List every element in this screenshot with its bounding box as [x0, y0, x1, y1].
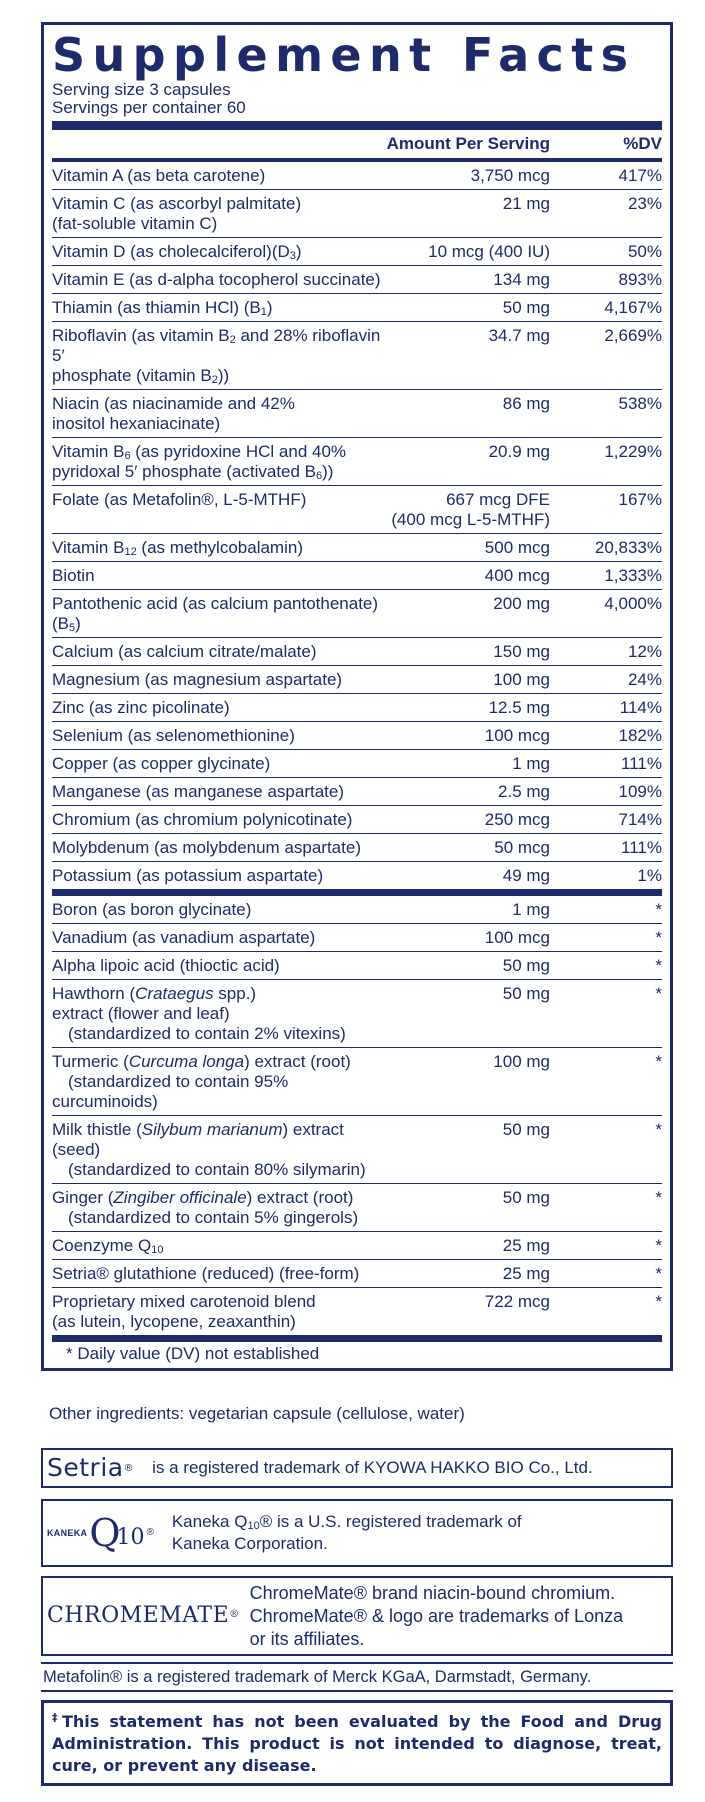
- nutrient-name: Folate (as Metafolin®, L-5-MTHF): [52, 490, 307, 509]
- nutrient-name: Potassium (as potassium aspartate): [52, 866, 324, 885]
- nutrient-name: Milk thistle (Silybum marianum) extract (seed) (standardized to contain 80% silymarin): [52, 1120, 366, 1179]
- dv-header: %DV: [623, 134, 662, 153]
- nutrient-name: Coenzyme $Q_{10}$: [52, 1236, 164, 1256]
- table-header: [52, 130, 662, 162]
- table-row: [52, 862, 662, 889]
- nutrient-name: Vitamin C (as ascorbyl palmitate) (fat-soluble vitamin C): [52, 194, 302, 233]
- nutrient-dv: 23%: [627, 194, 662, 213]
- table-row: [52, 438, 662, 486]
- nutrient-name: Chromium (as chromium polynicotinate): [52, 810, 353, 829]
- dv-footnote: * Daily value (DV) not established: [66, 1344, 320, 1363]
- nutrient-dv: *: [655, 956, 662, 975]
- nutrient-dv: 24%: [627, 670, 662, 689]
- nutrient-amount: 100 mg: [493, 1052, 550, 1071]
- nutrient-amount: 50 mg: [502, 956, 550, 975]
- nutrient-amount: 25 mg: [502, 1264, 550, 1283]
- nutrient-dv: *: [655, 1052, 662, 1071]
- nutrient-name: Vitamin $B_6$ (as pyridoxine HCl and 40% pyridoxal 5′ phosphate (activated $B_6$)): [52, 442, 347, 482]
- nutrient-name: Turmeric (Curcuma longa) extract (root) (standardized to contain 95% curcuminoids): [52, 1052, 351, 1111]
- nutrient-dv: 182%: [618, 726, 662, 745]
- nutrient-name: Proprietary mixed carotenoid blend (as lutein, lycopene, zeaxanthin): [52, 1292, 316, 1331]
- nutrient-dv: 4,167%: [604, 298, 662, 317]
- nutrient-name: Ginger (Zingiber officinale) extract (root) (standardized to contain 5% gingerols): [52, 1188, 359, 1227]
- table-row: [52, 1232, 662, 1260]
- nutrient-name: Magnesium (as magnesium aspartate): [52, 670, 343, 689]
- nutrient-amount: 86 mg: [502, 394, 550, 413]
- kaneka-trademark-text: Kaneka $Q_{10}®$ is a U.S. registered trademark of Kaneka Corporation.: [171, 1512, 522, 1553]
- table-row: [52, 750, 662, 778]
- nutrient-amount: 34.7 mg: [488, 326, 550, 345]
- nutrient-name: Niacin (as niacinamide and 42% inositol hexaniacinate): [52, 394, 295, 433]
- table-row: [52, 722, 662, 750]
- nutrient-name: Zinc (as zinc picolinate): [52, 698, 230, 717]
- table-row: [52, 1184, 662, 1232]
- table-row: [52, 266, 662, 294]
- nutrient-dv: 1%: [637, 866, 662, 885]
- panel-title: Supplement Facts: [52, 28, 636, 82]
- nutrient-amount: 3,750 mcg: [470, 166, 550, 185]
- table-row: [52, 562, 662, 590]
- table-row: [52, 190, 662, 238]
- thick-divider: [52, 1335, 662, 1342]
- nutrient-name: Calcium (as calcium citrate/malate): [52, 642, 317, 661]
- serving-size: Serving size 3 capsules: [52, 80, 231, 99]
- thick-divider: [52, 889, 662, 896]
- nutrient-amount: 500 mcg: [484, 538, 550, 557]
- table-row: [52, 590, 662, 638]
- nutrient-dv: 111%: [621, 838, 662, 857]
- nutrient-name: Vitamin $B_{12}$ (as methylcobalamin): [52, 538, 303, 558]
- nutrient-amount: 20.9 mg: [488, 442, 550, 461]
- table-row: [52, 834, 662, 862]
- nutrient-amount: 50 mg: [502, 1188, 550, 1207]
- nutrient-amount: 25 mg: [502, 1236, 550, 1255]
- metafolin-trademark: Metafolin® is a registered trademark of Merck KGaA, Darmstadt, Germany.: [43, 1667, 592, 1686]
- table-row: [52, 322, 662, 390]
- table-row: [52, 666, 662, 694]
- nutrient-name: Copper (as copper glycinate): [52, 754, 271, 773]
- table-row: [52, 638, 662, 666]
- nutrient-amount: 2.5 mg: [498, 782, 550, 801]
- nutrient-dv: *: [655, 928, 662, 947]
- table-row: [52, 952, 662, 980]
- nutrient-amount: 50 mg: [502, 298, 550, 317]
- table-row: [52, 1116, 662, 1184]
- table-row: [52, 486, 662, 534]
- nutrient-amount: 722 mcg: [484, 1292, 550, 1311]
- nutrient-amount: 50 mg: [502, 1120, 550, 1139]
- nutrient-amount: 10 mcg (400 IU): [428, 242, 550, 261]
- nutrient-name: Vitamin D (as $cholecalciferol)(D_3)$: [52, 242, 302, 262]
- nutrient-dv: *: [655, 1188, 662, 1207]
- nutrient-dv: *: [655, 1120, 662, 1139]
- nutrient-name: Vitamin A (as beta carotene): [52, 166, 266, 185]
- nutrient-amount: 400 mcg: [484, 566, 550, 585]
- nutrient-name: Manganese (as manganese aspartate): [52, 782, 345, 801]
- nutrient-amount: 100 mg: [493, 670, 550, 689]
- nutrient-amount: 50 mg: [502, 984, 550, 1003]
- nutrient-amount: 250 mcg: [484, 810, 550, 829]
- nutrient-name: Vanadium (as vanadium aspartate): [52, 928, 316, 947]
- table-row: [52, 980, 662, 1048]
- nutrient-name: Thiamin (as thiamin HCl) $(B_1)$: [52, 298, 273, 318]
- kaneka-trademark-box: [41, 1499, 673, 1567]
- table-row: [52, 1288, 662, 1335]
- nutrient-dv: 114%: [619, 698, 662, 717]
- nutrient-amount: 200 mg: [493, 594, 550, 613]
- setria-trademark-text: is a registered trademark of KYOWA HAKKO BIO Co., Ltd.: [152, 1458, 593, 1477]
- nutrient-dv: 109%: [618, 782, 662, 801]
- table-row: [52, 778, 662, 806]
- nutrient-dv: *: [655, 1292, 662, 1311]
- nutrient-name: Riboflavin (as vitamin $B_2$ and 28% riboflavin 5′ phosphate (vitamin $B_2$)): [52, 326, 381, 386]
- kaneka-q10-logo: KANEKA Q 10 ®: [47, 1511, 154, 1555]
- chromemate-trademark-box: [41, 1576, 673, 1656]
- nutrient-name: Alpha lipoic acid (thioctic acid): [52, 956, 280, 975]
- nutrient-amount: 1 mg: [512, 754, 550, 773]
- table-row: [52, 534, 662, 562]
- table-row: [52, 806, 662, 834]
- nutrient-dv: 1,333%: [604, 566, 662, 585]
- nutrient-name: Selenium (as selenomethionine): [52, 726, 295, 745]
- nutrient-amount: 100 mcg: [484, 928, 550, 947]
- nutrient-dv: *: [655, 984, 662, 1003]
- nutrient-dv: 417%: [618, 166, 662, 185]
- nutrient-name: Vitamin E (as d-alpha tocopherol succinate): [52, 270, 381, 289]
- nutrient-name: Hawthorn (Crataegus spp.) extract (flower and leaf) (standardized to contain 2% vitexins): [52, 984, 346, 1043]
- setria-logo: Setria®: [47, 1453, 135, 1482]
- table-row: [52, 896, 662, 924]
- nutrient-dv: 714%: [618, 810, 662, 829]
- table-row: [52, 924, 662, 952]
- table-row: [52, 1048, 662, 1116]
- nutrient-amount: 21 mg: [502, 194, 550, 213]
- nutrient-dv: 111%: [621, 754, 662, 773]
- table-row: [52, 390, 662, 438]
- fda-disclaimer: ‡This statement has not been evaluated by the Food and Drug Administration. This product is not intended to diagnose, treat, cure, or prevent any disease.: [41, 1700, 673, 1786]
- nutrient-dv: 2,669%: [604, 326, 662, 345]
- double-dagger-mark: ‡: [52, 1711, 62, 1724]
- other-ingredients: Other ingredients: vegetarian capsule (cellulose, water): [49, 1404, 465, 1423]
- nutrient-name: Molybdenum (as molybdenum aspartate): [52, 838, 361, 857]
- table-row: [52, 294, 662, 322]
- table-row: [52, 1260, 662, 1288]
- servings-per-container: Servings per container 60: [52, 98, 246, 117]
- nutrient-dv: 20,833%: [594, 538, 662, 557]
- nutrient-name: Biotin: [52, 566, 95, 585]
- chromemate-logo: CHROMEMATE®: [47, 1603, 240, 1628]
- nutrient-dv: 12%: [627, 642, 662, 661]
- nutrient-amount: 134 mg: [493, 270, 550, 289]
- nutrient-dv: *: [655, 900, 662, 919]
- nutrient-dv: *: [655, 1264, 662, 1283]
- nutrient-name: Setria® glutathione (reduced) (free-form): [52, 1264, 360, 1283]
- nutrient-amount: 49 mg: [502, 866, 550, 885]
- nutrient-amount: 1 mg: [512, 900, 550, 919]
- nutrient-dv: 167%: [618, 490, 662, 509]
- table-row: [52, 238, 662, 266]
- nutrient-dv: 893%: [618, 270, 662, 289]
- nutrient-dv: 50%: [627, 242, 662, 261]
- thick-divider: [52, 121, 662, 130]
- table-row: [52, 694, 662, 722]
- nutrient-dv: *: [655, 1236, 662, 1255]
- nutrient-name: Pantothenic acid (as calcium pantothenate) $(B_5)$: [52, 594, 379, 634]
- nutrient-dv: 4,000%: [604, 594, 662, 613]
- nutrient-amount: 667 mcg DFE (400 mcg L-5-MTHF): [391, 490, 550, 529]
- nutrient-amount: 50 mcg: [494, 838, 550, 857]
- nutrient-name: Boron (as boron glycinate): [52, 900, 252, 919]
- chromemate-trademark-text: ChromeMate® brand niacin-bound chromium. ChromeMate® & logo are trademarks of Lonza or its affiliates.: [249, 1582, 624, 1649]
- metafolin-rule: [41, 1662, 673, 1692]
- setria-trademark-box: [41, 1448, 673, 1488]
- nutrient-amount: 100 mcg: [484, 726, 550, 745]
- nutrient-dv: 538%: [618, 394, 662, 413]
- nutrient-dv: 1,229%: [604, 442, 662, 461]
- table-row: [52, 162, 662, 190]
- nutrient-amount: 12.5 mg: [488, 698, 550, 717]
- nutrient-amount: 150 mg: [493, 642, 550, 661]
- supplement-facts-panel: [41, 22, 673, 1371]
- amount-header: Amount Per Serving: [386, 134, 550, 153]
